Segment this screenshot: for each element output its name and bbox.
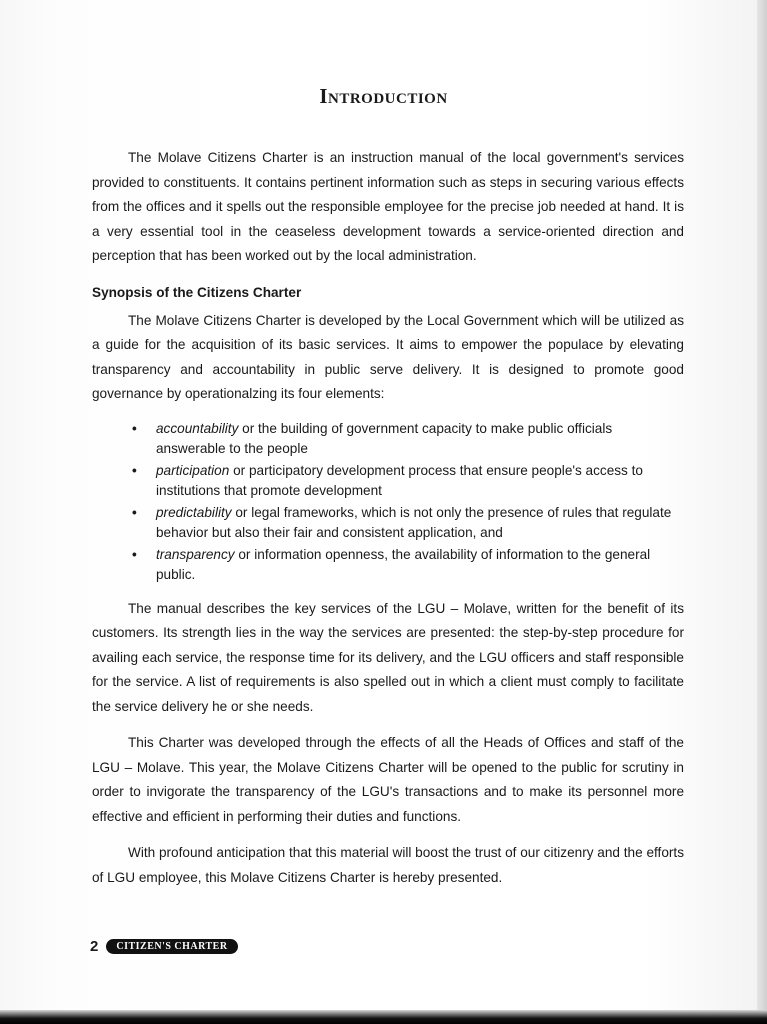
bullet-term: predictability [156, 504, 232, 520]
scan-bottom-edge [0, 1010, 767, 1024]
developed-paragraph: This Charter was developed through the effects of all the Heads of Offices and staff of the LGU – Molave. This year, the Molave Citizens Charter will be opened to the public for scrutiny in order to invigorate the transparency of the LGU's transactions and to make its personnel more effective and efficient in performing their duties and functions. [92, 735, 684, 824]
bullet-term: transparency [156, 546, 235, 562]
bullet-icon: • [132, 420, 137, 436]
page-footer [90, 938, 238, 955]
body-text [92, 146, 684, 902]
bullet-term: participation [156, 462, 230, 478]
bullet-icon: • [132, 462, 137, 478]
bullet-text: or legal frameworks, which is not only the presence of rules that regulate behavior but also their fair and consistent application, and [156, 504, 672, 540]
list-item [132, 545, 684, 585]
closing-paragraph: With profound anticipation that this material will boost the trust of our citizenry and the efforts of LGU employee, this Molave Citizens Charter is hereby presented. [92, 845, 684, 885]
bullet-text: or information openness, the availability of information to the general public. [156, 546, 651, 582]
list-item [132, 419, 684, 459]
bullet-text: or participatory development process that ensure people's access to institutions that promote development [156, 462, 643, 498]
bullet-text: or the building of government capacity to make public officials answerable to the people [156, 420, 613, 456]
page-edge-shadow [757, 0, 767, 1024]
list-item [132, 503, 684, 543]
intro-paragraph: The Molave Citizens Charter is an instruction manual of the local government's services provided to constituents. It contains pertinent information such as steps in securing various effects from the offices and it spells out the responsible employee for the precise job needed at hand. It is a very essential tool in the ceaseless development towards a service-oriented direction and perception that has been worked out by the local administration. [92, 150, 684, 263]
footer-badge: CITIZEN'S CHARTER [106, 939, 237, 954]
bullet-icon: • [132, 546, 137, 562]
bullet-icon: • [132, 504, 137, 520]
list-item [132, 461, 684, 501]
elements-list [92, 419, 684, 585]
bullet-term: accountability [156, 420, 239, 436]
synopsis-heading: Synopsis of the Citizens Charter [92, 284, 302, 300]
page-title: Introduction [319, 84, 448, 108]
synopsis-paragraph: The Molave Citizens Charter is developed by the Local Government which will be utilized as a guide for the acquisition of its basic services. It aims to empower the populace by elevating transparency and accountability in public serve delivery. It is designed to promote good governance by operationalzing its four elements: [92, 312, 684, 401]
manual-paragraph: The manual describes the key services of the LGU – Molave, written for the benefit of its customers. Its strength lies in the way the services are presented: the step-by-step procedure for availing each service, the response time for its delivery, and the LGU officers and staff responsible for the service. A list of requirements is also spelled out in which a client must comply to facilitate the service delivery he or she needs. [92, 600, 684, 714]
page-number: 2 [90, 938, 99, 955]
